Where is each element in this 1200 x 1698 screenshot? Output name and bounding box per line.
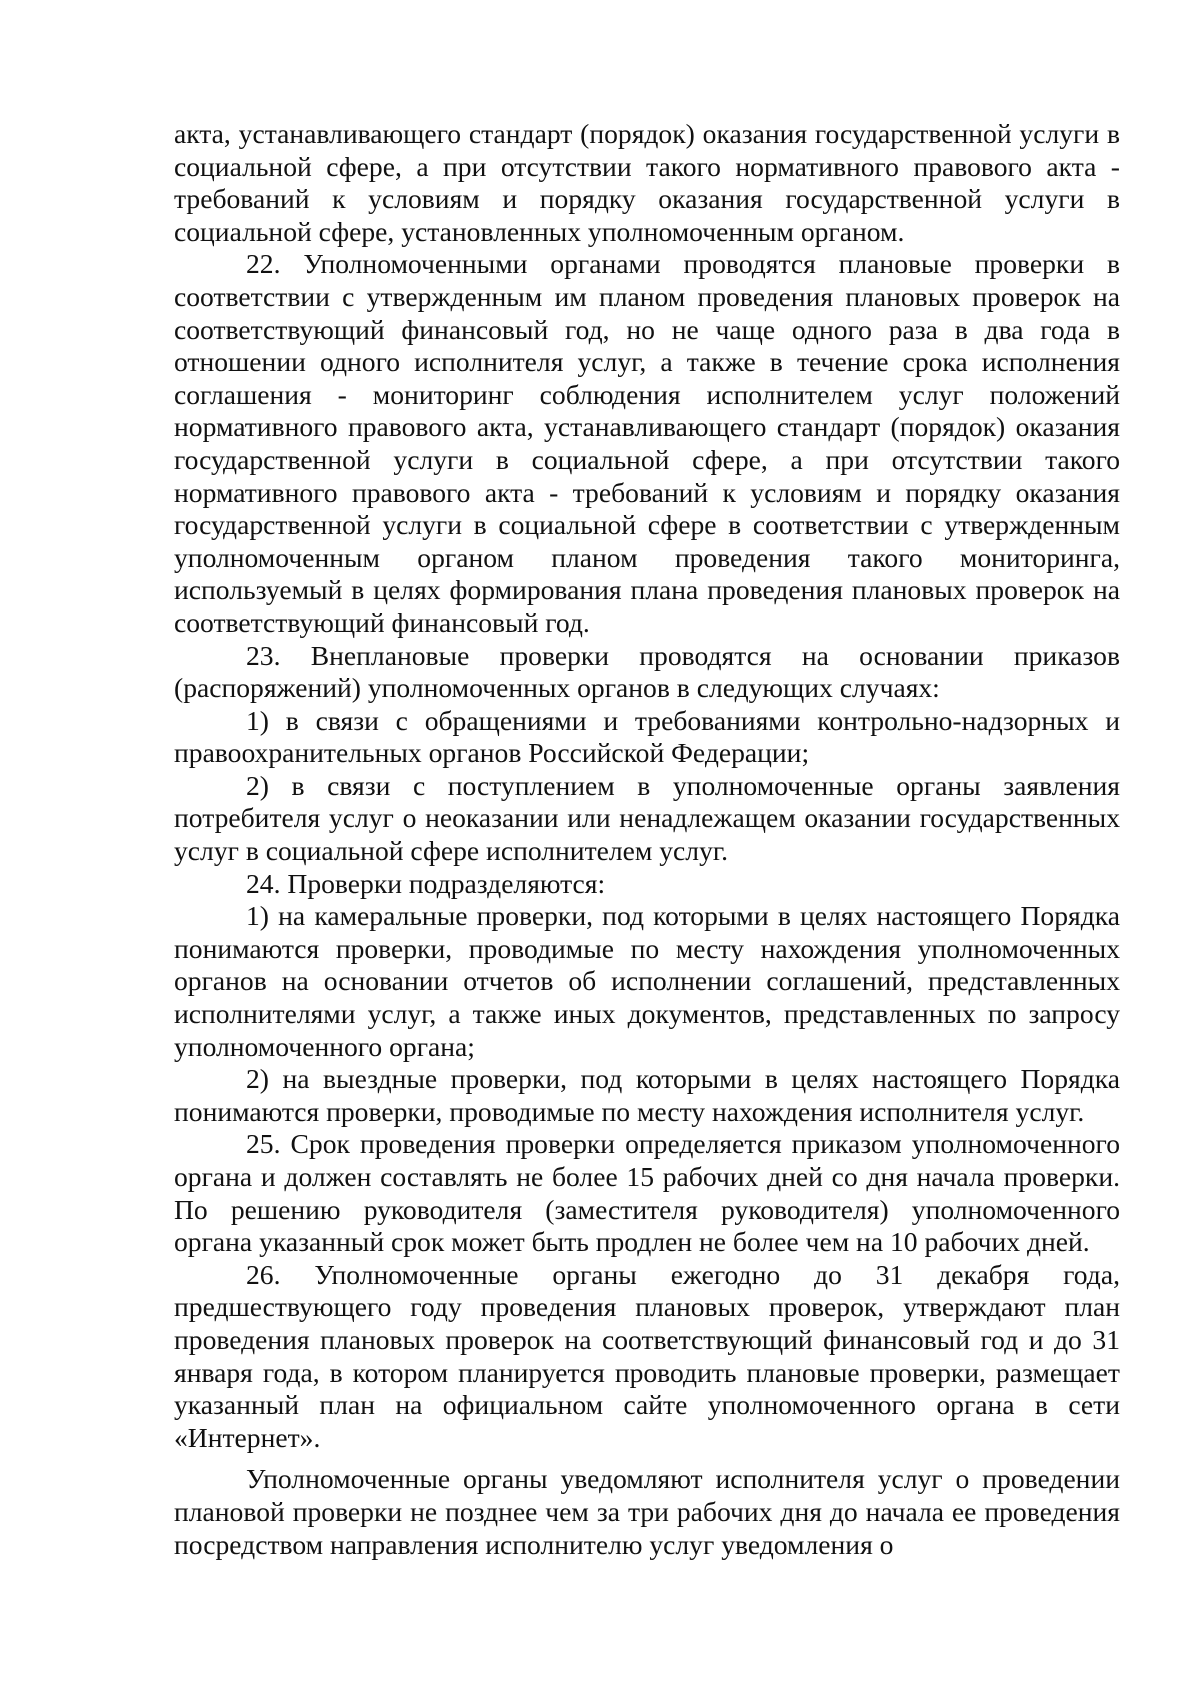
paragraph-22: 22. Уполномоченными органами проводятся плановые проверки в соответствии с утвержденным им планом проведения плановых проверок на соответствующий финансовый год, но не чаще одного раза в два года в отношении одного исполнителя услуг, а также в течение срока исполнения соглашения - мониторинг соблюдения исполнителем услуг положений нормативного правового акта, устанавливающего стандарт (порядок) оказания государственной услуги в социальной сфере, а при отсутствии такого нормативного правового акта - требований к условиям и порядку оказания государственной услуги в социальной сфере в соответствии с утвержденным уполномоченным органом планом проведения такого мониторинга, используемый в целях формирования плана проведения плановых проверок на соответствующий финансовый год. xyxy=(174,248,1120,638)
paragraph-26: 26. Уполномоченные органы ежегодно до 31 декабря года, предшествующего году проведения плановых проверок, утверждают план проведения плановых проверок на соответствующий финансовый год и до 31 января года, в котором планируется проводить плановые проверки, размещает указанный план на официальном сайте уполномоченного органа в сети «Интернет». xyxy=(174,1258,1120,1453)
paragraph-23-item-1: 1) в связи с обращениями и требованиями контрольно-надзорных и правоохранительных органов Российской Федерации; xyxy=(174,704,1120,769)
paragraph-23: 23. Внеплановые проверки проводятся на основании приказов (распоряжений) уполномоченных органов в следующих случаях: xyxy=(174,639,1120,704)
paragraph-25: 25. Срок проведения проверки определяется приказом уполномоченного органа и должен составлять не более 15 рабочих дней со дня начала проверки. По решению руководителя (заместителя руководителя) уполномоченного органа указанный срок может быть продлен не более чем на 10 рабочих дней. xyxy=(174,1128,1120,1258)
paragraph-notification: Уполномоченные органы уведомляют исполнителя услуг о проведении плановой проверки не позднее чем за три рабочих дня до начала ее проведения посредством направления исполнителю услуг уведомления о xyxy=(174,1463,1120,1560)
paragraph-24: 24. Проверки подразделяются: xyxy=(246,867,606,899)
paragraph-continuation: акта, устанавливающего стандарт (порядок) оказания государственной услуги в социальной сфере, а при отсутствии такого нормативного правового акта - требований к условиям и порядку оказания государственной услуги в социальной сфере, установленных уполномоченным органом. xyxy=(174,118,1120,247)
paragraph-24-item-1: 1) на камеральные проверки, под которыми в целях настоящего Порядка понимаются проверки, проводимые по месту нахождения уполномоченных органов на основании отчетов об исполнении соглашений, представленных исполнителями услуг, а также иных документов, представленных по запросу уполномоченного органа; xyxy=(174,900,1120,1062)
paragraph-24-item-2: 2) на выездные проверки, под которыми в целях настоящего Порядка понимаются проверки, проводимые по месту нахождения исполнителя услуг. xyxy=(174,1063,1120,1127)
document-body xyxy=(174,118,1120,1561)
paragraph-23-item-2: 2) в связи с поступлением в уполномоченные органы заявления потребителя услуг о неоказании или ненадлежащем оказании государственных услуг в социальной сфере исполнителем услуг. xyxy=(174,769,1120,867)
